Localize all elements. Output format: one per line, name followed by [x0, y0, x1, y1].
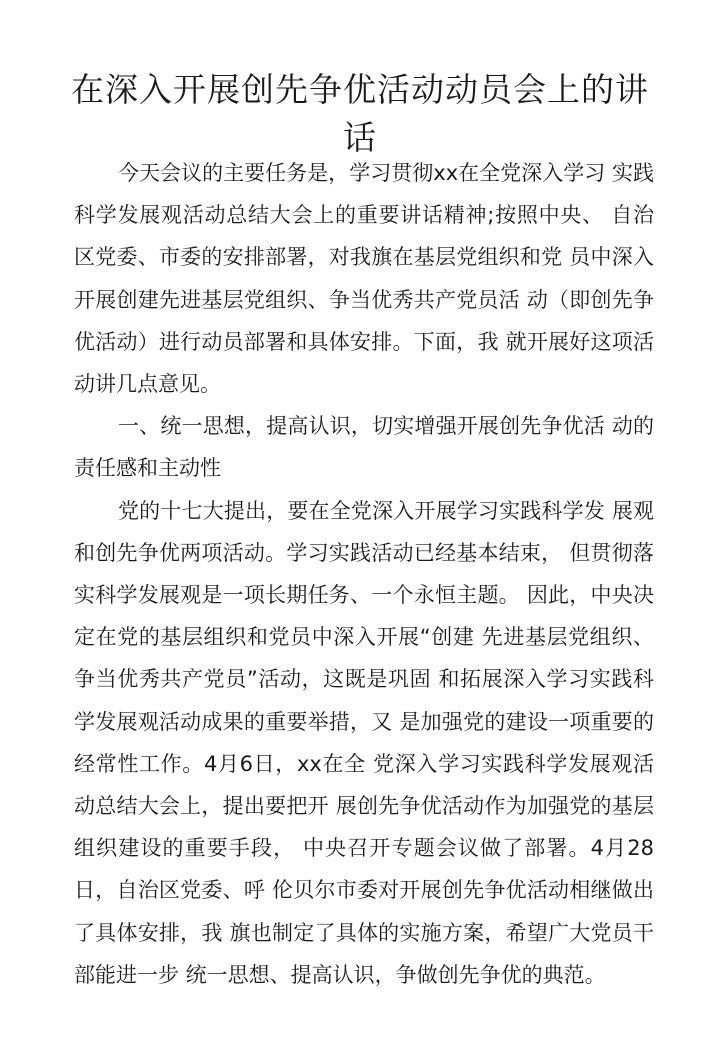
paragraph-intro: 今天会议的主要任务是，学习贯彻xx在全党深入学习 实践科学发展观活动总结大会上的重要讲话精神;按照中央、 自治区党委、市委的安排部署，对我旗在基层党组织和党 员中深入开展创建先进基层党组织、争当优秀共产党员活 动（即创先争优活动）进行动员部署和具体安排。下面，我 就开展好这项活动讲几点意见。: [74, 161, 654, 397]
document-body: [74, 152, 654, 996]
section-heading-1: 一、统一思想，提高认识，切实增强开展创先争优活 动的责任感和主动性: [74, 414, 654, 481]
document-title: 在深入开展创先争优活动动员会上的讲话: [71, 70, 649, 157]
paragraph-section-1: 党的十七大提出，要在全党深入开展学习实践科学发 展观和创先争优两项活动。学习实践活动已经基本结束， 但贯彻落实科学发展观是一项长期任务、一个永恒主题。 因此，中央决定在党的基层组织和党员中深入开展“创建 先进基层党组织、争当优秀共产党员”活动，这既是巩固 和拓展深入学习实践科学发展观活动成果的重要举措，又 是加强党的建设一项重要的经常性工作。4月6日，xx在全 党深入学习实践科学发展观活动总结大会上，提出要把开 展创先争优活动作为加强党的基层组织建设的重要手段， 中央召开专题会议做了部署。4月28日，自治区党委、呼 伦贝尔市委对开展创先争优活动相继做出了具体安排，我 旗也制定了具体的实施方案，希望广大党员干部能进一步 统一思想、提高认识，争做创先争优的典范。: [74, 498, 654, 987]
